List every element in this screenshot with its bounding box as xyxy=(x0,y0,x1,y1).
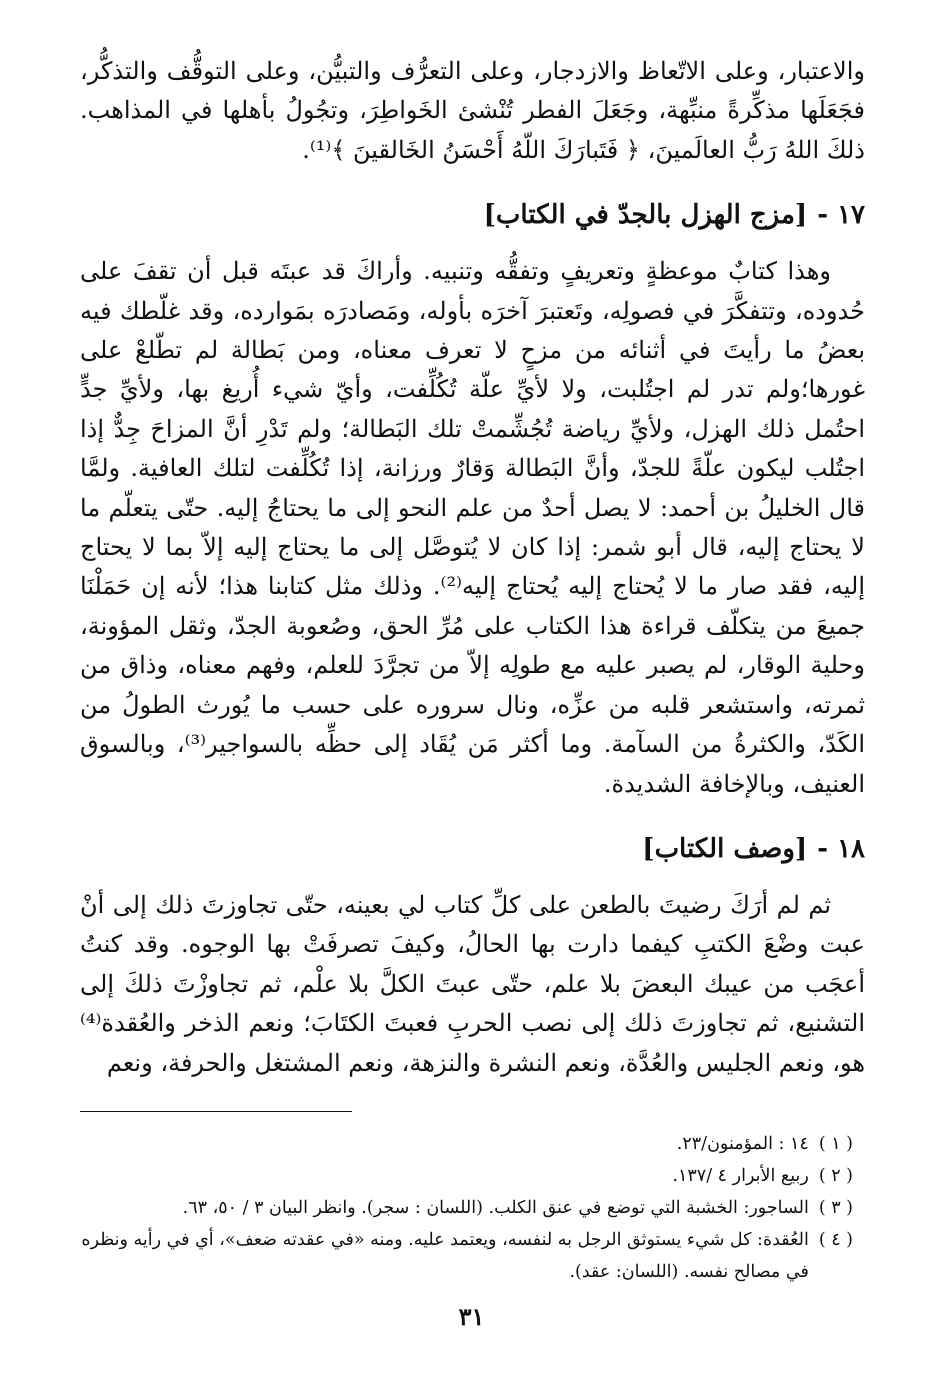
footnote-text: ١٤ : المؤمنون/٢٣. xyxy=(676,1133,809,1154)
footnote-3 xyxy=(80,1192,853,1224)
footnote-mark: ( ١ ) xyxy=(818,1133,853,1154)
page-number: ٣١ xyxy=(458,1302,485,1331)
intro-paragraph: والاعتبار، وعلى الاتّعاظ والازدجار، وعلى التعرُّف والتبيُّن، وعلى التوقُّف والتذكُّر، فجَعَلَها مذكِّرةً منبِّهة، وجَعَلَ الفطر تُنْشئ الخَواطِرَ، وتجُولُ بأهلها في المذاهب. ذلكَ اللهُ رَبُّ العالَمينَ، ﴿ فَتَبارَكَ اللّهُ أَحْسَنُ الخَالقينَ ﴾⁽¹⁾. xyxy=(80,57,865,164)
footnotes xyxy=(80,1128,865,1288)
section-18-paragraph: ثم لم أرَكَ رضيتَ بالطعن على كلِّ كتاب لي بعينه، حتّى تجاوزتَ ذلك إلى أنْ عبت وضْعَ الكتبِ كيفما دارت بها الحالُ، وكيفَ تصرفَتْ بها الوجوه. وقد كنتُ أعجَب من عيبك البعضَ بلا علم، حتّى عبتَ الكلَّ بلا علْم، ثم تجاوزْتَ ذلكَ إلى التشنيع، ثم تجاوزتَ ذلك إلى نصب الحربِ فعبتَ الكتَابَ؛ ونعم الذخر والعُقدة⁽⁴⁾ هو، ونعم الجليس والعُدَّة، ونعم النشرة والنزهة، ونعم المشتغل والحرفة، ونعم xyxy=(80,890,865,1077)
footnote-mark: ( ٣ ) xyxy=(818,1197,853,1218)
section-17-paragraph: وهذا كتابٌ موعظةٍ وتعريفٍ وتفقُّه وتنبيه. وأراكَ قد عبتَه قبل أن تقفَ على حُدوده، وتتفكَّرَ في فصولِه، وتَعتبرَ آخرَه بأوله، ومَصادرَه بمَوارده، وقد غلّطك فيه بعضُ ما رأيتَ في أثنائه من مزحٍ لا تعرف معناه، ومن بَطالة لم تطّلعْ على غورها؛ولم تدر لم اجتُلبت، ولا لأيِّ علّة تُكُلِّفت، وأيّ شيء أُريغ بها، ولأيِّ جدٍّ احتُمل ذلك الهزل، ولأيِّ رياضة تُجُشِّمتْ تلك البَطالة؛ ولم تَدْرِ أنَّ المزاحَ جِدٌّ إذا اجتُلب ليكون علّةً للجدّ، وأنَّ البَطالة وَقارٌ ورزانة، إذا تُكُلِّفت لتلك العافية. ولمَّا قال الخليلُ بن أحمد: لا يصل أحدٌ من علم النحو إلى ما يحتاجُ إليه. حتّى يتعلّم ما لا يحتاج إليه، قال أبو شمر: إذا كان لا يُتوصَّل إلى ما يحتاج إليه إلاّ بما لا يحتاج إليه، فقد صار ما لا يُحتاج إليه يُحتاج إليه⁽²⁾. وذلك مثل كتابنا هذا؛ لأنه إن حَمَلْنَا جميعَ من يتكلّف قراءة هذا الكتاب على مُرِّ الحق، وصُعوبة الجدّ، وثقل المؤونة، وحلية الوقار، لم يصبر عليه مع طولِه إلاّ من تجرَّدَ للعلم، وفهم معناه، وذاق من ثمرته، واستشعر قلبه من عزِّه، ونال سروره على حسب ما يُورث الطولُ من الكَدّ، والكثرةُ من السآمة. وما أكثر مَن يُقَاد إلى حظِّه بالسواجير⁽³⁾، وبالسوق العنيف، وبالإخافة الشديدة. xyxy=(80,257,865,798)
footnote-text: العُقدة: كل شيء يستوثق الرجل به لنفسه، ويعتمد عليه. ومنه «في عقدته ضعف»، أي في رأيه ونظره في مصالح نفسه. (اللسان: عقد). xyxy=(81,1229,809,1282)
section-18-number: ١٨ - xyxy=(817,833,865,864)
section-17-number: ١٧ - xyxy=(817,200,865,231)
section-18-heading xyxy=(80,832,865,866)
footnote-4 xyxy=(80,1224,853,1288)
section-18-title: [وصف الكتاب] xyxy=(642,833,808,864)
footnote-divider xyxy=(80,1111,352,1112)
footnote-1 xyxy=(80,1128,853,1160)
footnote-mark: ( ٤ ) xyxy=(818,1229,853,1250)
footnote-text: الساجور: الخشبة التي توضع في عنق الكلب. (اللسان : سجر). وانظر البيان ٣ / ٥٠، ٦٣. xyxy=(182,1197,809,1218)
footnote-text: ربيع الأبرار ٤ /١٣٧. xyxy=(672,1165,809,1186)
section-17-heading xyxy=(80,198,865,232)
footnote-2 xyxy=(80,1160,853,1192)
section-17-title: [مزج الهزل بالجدّ في الكتاب] xyxy=(483,200,808,231)
footnote-mark: ( ٢ ) xyxy=(818,1165,853,1186)
